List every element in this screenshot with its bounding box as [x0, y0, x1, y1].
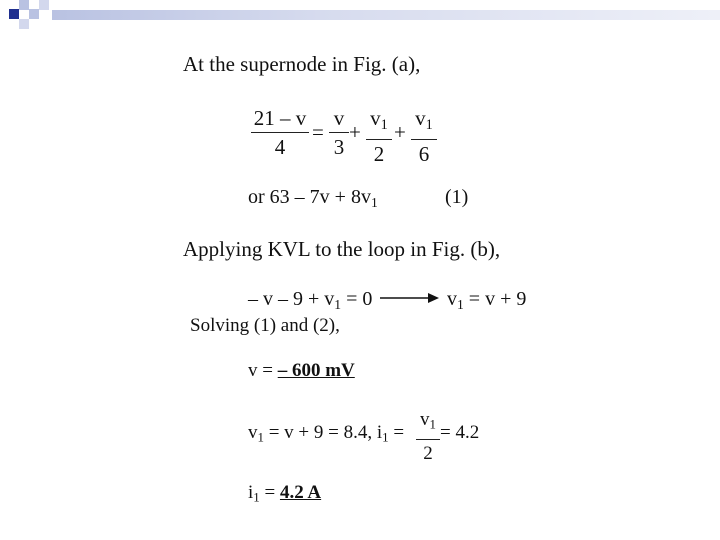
result-v1: $v_1 = v + 9 = 8.4$, $i_1$ = [248, 422, 405, 445]
deco-square-mid [19, 19, 29, 29]
kvl-equation-left: – $v - 9 + v_1 = 0$ [248, 288, 373, 312]
equation-1-result [248, 186, 469, 211]
equation-1-label: (1) [445, 186, 469, 208]
fraction-1-numerator: 21 – v [253, 106, 307, 130]
fraction-3 [366, 106, 392, 166]
equation-1-expression: or $63 - 7v + 8v_1$ [248, 186, 378, 210]
kvl-equation-right: $v_1 = v + 9$ [447, 288, 527, 312]
result-i1: $i_1 = 4.2$ A [248, 482, 322, 505]
result-v: v = – 600 mV [248, 360, 355, 381]
fraction-4-numerator: $v_1$ [415, 106, 433, 133]
heading-kvl: Applying KVL to the loop in Fig. (b), [183, 237, 501, 261]
equals-sign: = [312, 120, 324, 144]
fraction-2-numerator: v [333, 106, 345, 130]
fraction-3-denominator: 2 [373, 141, 385, 166]
deco-square-light [19, 0, 29, 10]
deco-square-light [39, 0, 49, 10]
arrow-icon [380, 292, 440, 306]
fraction-1-bar [251, 132, 309, 133]
fraction-v1-bar [416, 439, 440, 440]
fraction-4 [411, 106, 437, 166]
fraction-2-denominator: 3 [333, 135, 345, 159]
fraction-1-denominator: 4 [274, 135, 286, 159]
fraction-v1-over-2 [416, 408, 440, 466]
fraction-v1-denominator: 2 [423, 442, 433, 464]
fraction-1 [251, 106, 309, 159]
deco-square-light [29, 9, 39, 19]
fraction-4-denominator: 6 [418, 141, 430, 166]
fraction-3-numerator: $v_1$ [370, 106, 388, 133]
fraction-2 [329, 106, 349, 159]
fraction-3-bar [366, 139, 392, 140]
heading-supernode: At the supernode in Fig. (a), [183, 52, 421, 76]
result-v-value: – 600 mV [277, 360, 355, 381]
fraction-v1-numerator: $v_1$ [420, 409, 436, 432]
header-gradient-bar [52, 10, 720, 20]
result-i1-value: 4.2 A [279, 482, 322, 503]
deco-square-dark [9, 9, 19, 19]
plus-sign-1: + [349, 120, 361, 144]
plus-sign-2: + [394, 120, 406, 144]
result-i1-value-inline: = 4.2 [440, 422, 480, 443]
header-decoration [0, 0, 720, 30]
fraction-4-bar [411, 139, 437, 140]
fraction-2-bar [329, 132, 349, 133]
heading-solving: Solving (1) and (2), [190, 315, 340, 336]
